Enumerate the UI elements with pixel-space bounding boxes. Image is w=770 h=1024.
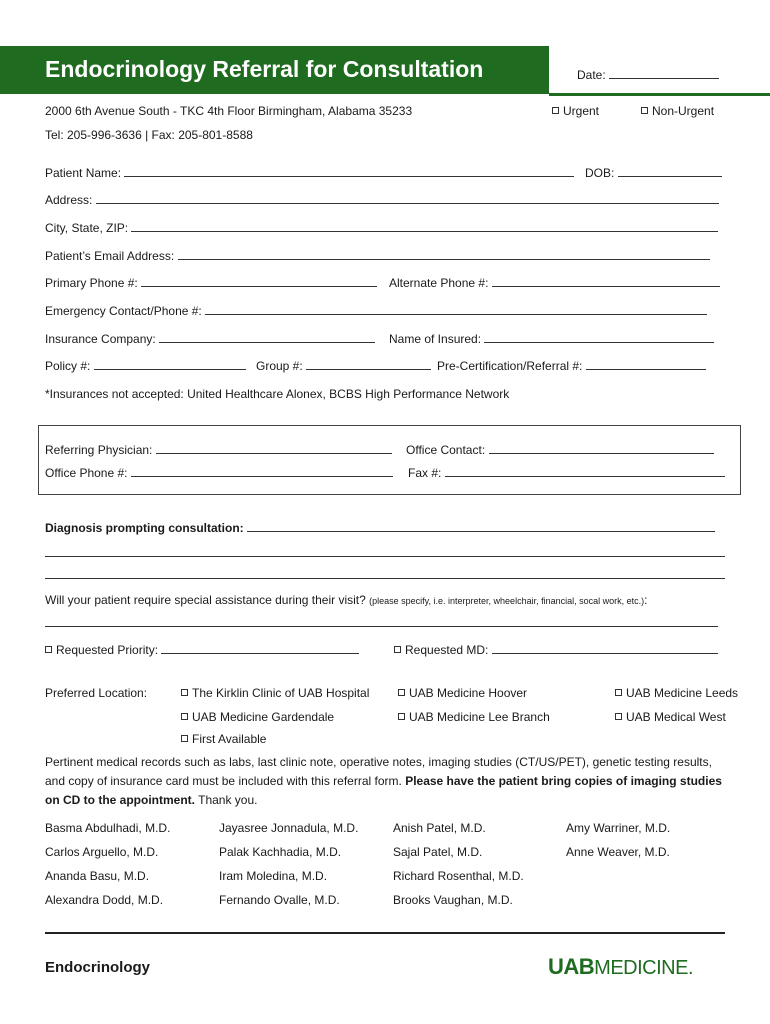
doctor-name: Basma Abdulhadi, M.D. (45, 821, 171, 835)
diagnosis-label: Diagnosis prompting consultation: (45, 521, 244, 535)
location-option[interactable] (398, 686, 527, 700)
precert-line[interactable] (586, 359, 706, 370)
insurance-line[interactable] (159, 332, 375, 343)
primary-phone-line[interactable] (141, 276, 377, 287)
patient-name-row[interactable] (45, 166, 574, 180)
emergency-line[interactable] (205, 304, 707, 315)
checkbox-icon (641, 107, 648, 114)
city-label: City, State, ZIP: (45, 221, 129, 235)
fax-label: Fax #: (408, 466, 442, 480)
office-phone-line[interactable] (131, 466, 393, 477)
checkbox-icon (394, 646, 401, 653)
email-line[interactable] (178, 249, 710, 260)
doctor-name: Anne Weaver, M.D. (566, 845, 670, 859)
insured-line[interactable] (484, 332, 714, 343)
records-thanks: Thank you. (198, 793, 258, 807)
primary-phone-row[interactable] (45, 276, 377, 290)
precert-label: Pre-Certification/Referral #: (437, 359, 583, 373)
location-option[interactable] (615, 686, 738, 700)
urgent-label: Urgent (563, 104, 600, 118)
non-urgent-checkbox[interactable] (641, 104, 714, 118)
logo-mark: . (687, 957, 694, 979)
referring-physician-box (38, 425, 741, 495)
dob-label: DOB: (585, 166, 615, 180)
checkbox-icon (615, 713, 622, 720)
address-row[interactable] (45, 193, 719, 207)
patient-name-line[interactable] (124, 166, 574, 177)
location-option-label: First Available (192, 732, 267, 746)
checkbox-icon (181, 713, 188, 720)
checkbox-icon (398, 689, 405, 696)
location-option[interactable] (181, 732, 266, 746)
insurance-label: Insurance Company: (45, 332, 156, 346)
assistance-colon: : (644, 593, 648, 607)
office-contact-field[interactable] (406, 443, 714, 457)
doctor-name: Iram Moledina, M.D. (219, 869, 328, 883)
doctor-name: Amy Warriner, M.D. (566, 821, 671, 835)
policy-row[interactable] (45, 359, 246, 373)
precert-field[interactable] (437, 359, 706, 373)
office-phone-row[interactable] (45, 466, 393, 480)
referring-physician-label: Referring Physician: (45, 443, 153, 457)
assistance-line[interactable] (45, 626, 718, 627)
checkbox-icon (398, 713, 405, 720)
uab-medicine-logo (548, 955, 693, 980)
assistance-row (45, 593, 647, 608)
requested-md-label: Requested MD: (405, 643, 489, 657)
insured-field[interactable] (389, 332, 714, 346)
footer-divider (45, 932, 725, 934)
non-urgent-label: Non-Urgent (652, 104, 715, 118)
office-contact-label: Office Contact: (406, 443, 486, 457)
insured-label: Name of Insured: (389, 332, 482, 346)
office-phone-label: Office Phone #: (45, 466, 128, 480)
address-label: Address: (45, 193, 93, 207)
requested-md-line[interactable] (492, 643, 718, 654)
doctor-name: Richard Rosenthal, M.D. (393, 869, 524, 883)
priority-label: Requested Priority: (56, 643, 159, 657)
location-option-label: UAB Medicine Leeds (626, 686, 739, 700)
requested-md-field[interactable] (394, 643, 718, 657)
diagnosis-line-2[interactable] (45, 556, 725, 557)
doctor-name: Anish Patel, M.D. (393, 821, 486, 835)
checkbox-icon (181, 735, 188, 742)
doctor-name: Alexandra Dodd, M.D. (45, 893, 164, 907)
policy-line[interactable] (94, 359, 246, 370)
logo-medicine: MEDICINE (594, 957, 688, 979)
policy-label: Policy #: (45, 359, 91, 373)
logo-uab: UAB (548, 954, 595, 979)
location-option[interactable] (398, 710, 550, 724)
address-line[interactable] (96, 193, 719, 204)
department-name: Endocrinology (45, 959, 150, 976)
checkbox-icon (552, 107, 559, 114)
dob-field[interactable] (585, 166, 722, 180)
checkbox-icon (45, 646, 52, 653)
doctor-name: Jayasree Jonnadula, M.D. (219, 821, 359, 835)
location-option-label: UAB Medical West (626, 710, 726, 724)
emergency-label: Emergency Contact/Phone #: (45, 304, 202, 318)
records-bold-text: Please have the patient bring copies of imaging studies on CD to the appointment. (45, 774, 722, 807)
group-line[interactable] (306, 359, 431, 370)
primary-phone-label: Primary Phone #: (45, 276, 138, 290)
date-line (609, 68, 719, 79)
date-field[interactable] (577, 68, 719, 82)
office-contact-line[interactable] (489, 443, 714, 454)
location-option-label: UAB Medicine Lee Branch (409, 710, 550, 724)
email-label: Patient’s Email Address: (45, 249, 175, 263)
doctor-name: Ananda Basu, M.D. (45, 869, 150, 883)
checkbox-icon (181, 689, 188, 696)
preferred-location-label: Preferred Location: (45, 686, 148, 700)
fax-line[interactable] (445, 466, 725, 477)
location-option[interactable] (181, 686, 369, 700)
priority-line[interactable] (161, 643, 359, 654)
alternate-phone-line[interactable] (492, 276, 720, 287)
doctor-name: Brooks Vaughan, M.D. (393, 893, 513, 907)
records-paragraph (45, 753, 735, 810)
header-divider (549, 93, 770, 96)
referring-physician-line[interactable] (156, 443, 392, 454)
clinic-address: 2000 6th Avenue South - TKC 4th Floor Birmingham, Alabama 35233 (45, 104, 413, 118)
assistance-label: Will your patient require special assistance during their visit? (45, 593, 366, 607)
diagnosis-row[interactable] (45, 521, 715, 535)
diagnosis-line-3[interactable] (45, 578, 725, 579)
checkbox-icon (615, 689, 622, 696)
alternate-phone-field[interactable] (389, 276, 720, 290)
referring-physician-row[interactable] (45, 443, 392, 457)
location-option-label: UAB Medicine Hoover (409, 686, 528, 700)
insurance-note: *Insurances not accepted: United Healthcare Alonex, BCBS High Performance Network (45, 387, 510, 401)
location-option-label: The Kirklin Clinic of UAB Hospital (192, 686, 370, 700)
city-row[interactable] (45, 221, 718, 235)
location-option[interactable] (181, 710, 334, 724)
location-option[interactable] (615, 710, 726, 724)
priority-row[interactable] (45, 643, 359, 657)
dob-line[interactable] (618, 166, 722, 177)
records-text: Pertinent medical records such as labs, last clinic note, operative notes, imaging studies (CT/US/PET), genetic testing results, and copy of insurance card must be included with this referral form. (45, 755, 712, 788)
group-label: Group #: (256, 359, 303, 373)
urgent-checkbox[interactable] (552, 104, 599, 118)
location-option-label: UAB Medicine Gardendale (192, 710, 335, 724)
alternate-phone-label: Alternate Phone #: (389, 276, 489, 290)
group-field[interactable] (256, 359, 431, 373)
assistance-note: (please specify, i.e. interpreter, wheelchair, financial, socal work, etc.) (369, 596, 645, 606)
doctor-name: Carlos Arguello, M.D. (45, 845, 159, 859)
patient-name-label: Patient Name: (45, 166, 122, 180)
page-title: Endocrinology Referral for Consultation (45, 56, 484, 82)
insurance-row[interactable] (45, 332, 375, 346)
email-row[interactable] (45, 249, 710, 263)
doctor-name: Fernando Ovalle, M.D. (219, 893, 340, 907)
doctor-name: Palak Kachhadia, M.D. (219, 845, 342, 859)
diagnosis-line[interactable] (247, 521, 715, 532)
city-line[interactable] (131, 221, 718, 232)
date-label: Date: (577, 68, 606, 82)
fax-field[interactable] (408, 466, 725, 480)
emergency-row[interactable] (45, 304, 707, 318)
clinic-contact: Tel: 205-996-3636 | Fax: 205-801-8588 (45, 128, 253, 142)
doctor-name: Sajal Patel, M.D. (393, 845, 483, 859)
